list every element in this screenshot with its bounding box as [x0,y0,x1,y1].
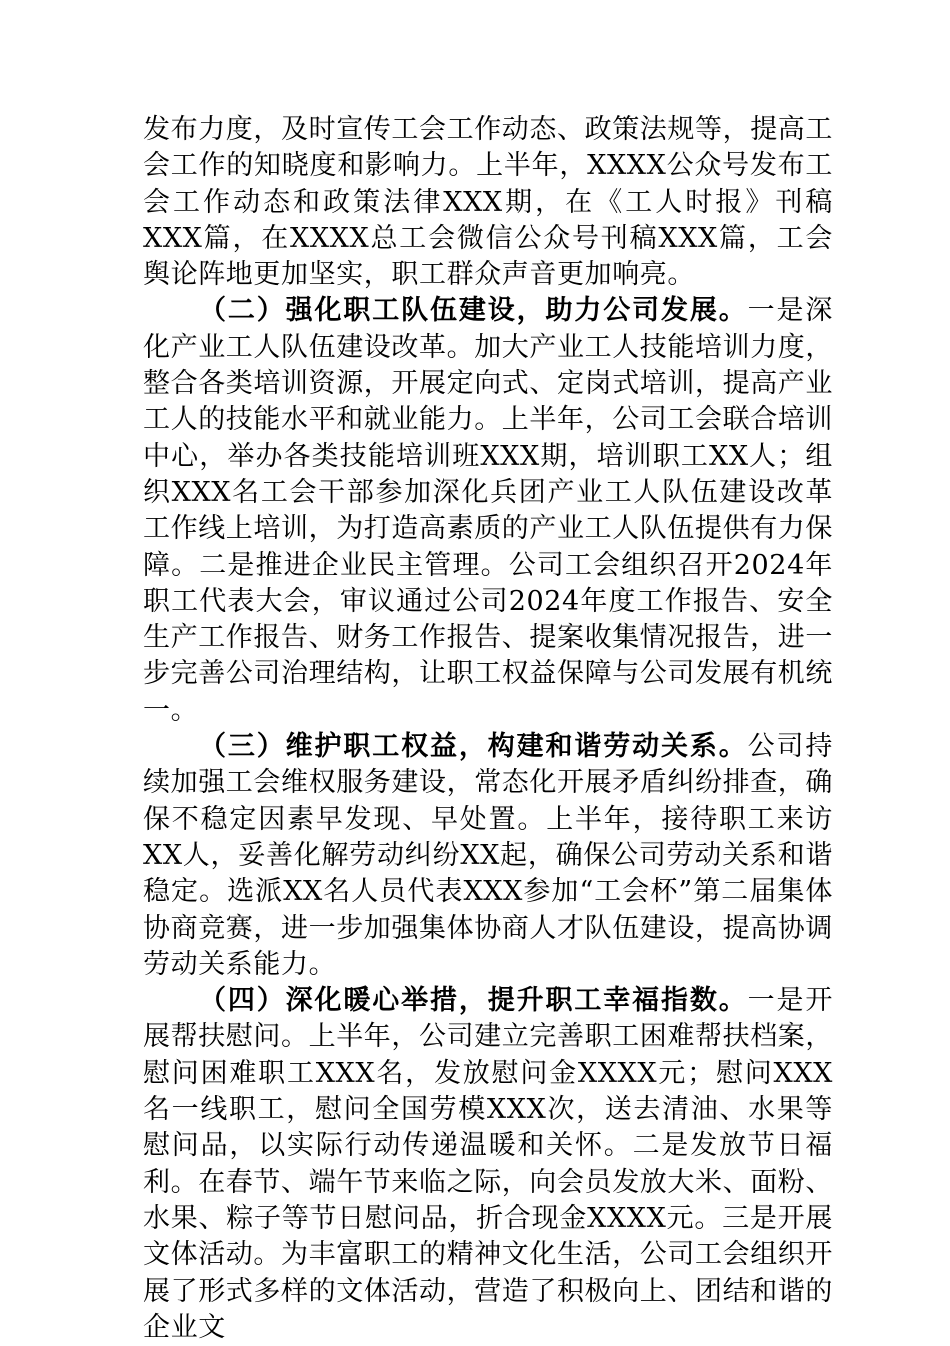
section-heading: （三）维护职工权益，构建和谐劳动关系。 [199,731,748,763]
paragraph-text: 公司持续加强工会维权服务建设，常态化开展矛盾纠纷排查，确保不稳定因素早发现、早处置。上半年，接待职工来访XX人，妥善化解劳动纠纷XX起，确保公司劳动关系和谐稳定。选派XX名人员代表XXX参加“工会杯”第二届集体协商竞赛，进一步加强集体协商人才队伍建设，提高协调劳动关系能力。 [143,731,833,980]
paragraph-text: 一是深化产业工人队伍建设改革。加大产业工人技能培训力度，整合各类培训资源，开展定向式、定岗式培训，提高产业工人的技能水平和就业能力。上半年，公司工会联合培训中心，举办各类技能培训班XXX期，培训职工XX人；组织XXX名工会干部参加深化兵团产业工人队伍建设改革工作线上培训，为打造高素质的产业工人队伍提供有力保障。二是推进企业民主管理。公司工会组织召开2024年职工代表大会，审议通过公司2024年度工作报告、安全生产工作报告、财务工作报告、提案收集情况报告，进一步完善公司治理结构，让职工权益保障与公司发展有机统一。 [143,295,833,726]
paragraph-text: 一是开展帮扶慰问。上半年，公司建立完善职工困难帮扶档案，慰问困难职工XXX名，发放慰问金XXXX元；慰问XXX名一线职工，慰问全国劳模XXX次，送去清油、水果等慰问品，以实际行动传递温暖和关怀。二是发放节日福利。在春节、端午节来临之际，向会员发放大米、面粉、水果、粽子等节日慰问品，折合现金XXXX元。三是开展文体活动。为丰富职工的精神文化生活，公司工会组织开展了形式多样的文体活动，营造了积极向上、团结和谐的企业文 [143,985,833,1343]
section-heading: （二）强化职工队伍建设，助力公司发展。 [199,295,748,327]
paragraph-continuation [143,112,833,293]
paragraph-section-3 [143,729,833,983]
paragraph-text: 发布力度，及时宣传工会工作动态、政策法规等，提高工会工作的知晓度和影响力。上半年，XXXX公众号发布工会工作动态和政策法律XXX期，在《工人时报》刊稿XXX篇，在XXXX总工会微信公众号刊稿XXX篇，工会舆论阵地更加坚实，职工群众声音更加响亮。 [143,114,833,291]
document-body [143,112,833,1346]
section-heading: （四）深化暖心举措，提升职工幸福指数。 [199,985,748,1017]
paragraph-section-2 [143,293,833,729]
paragraph-section-4 [143,983,833,1346]
